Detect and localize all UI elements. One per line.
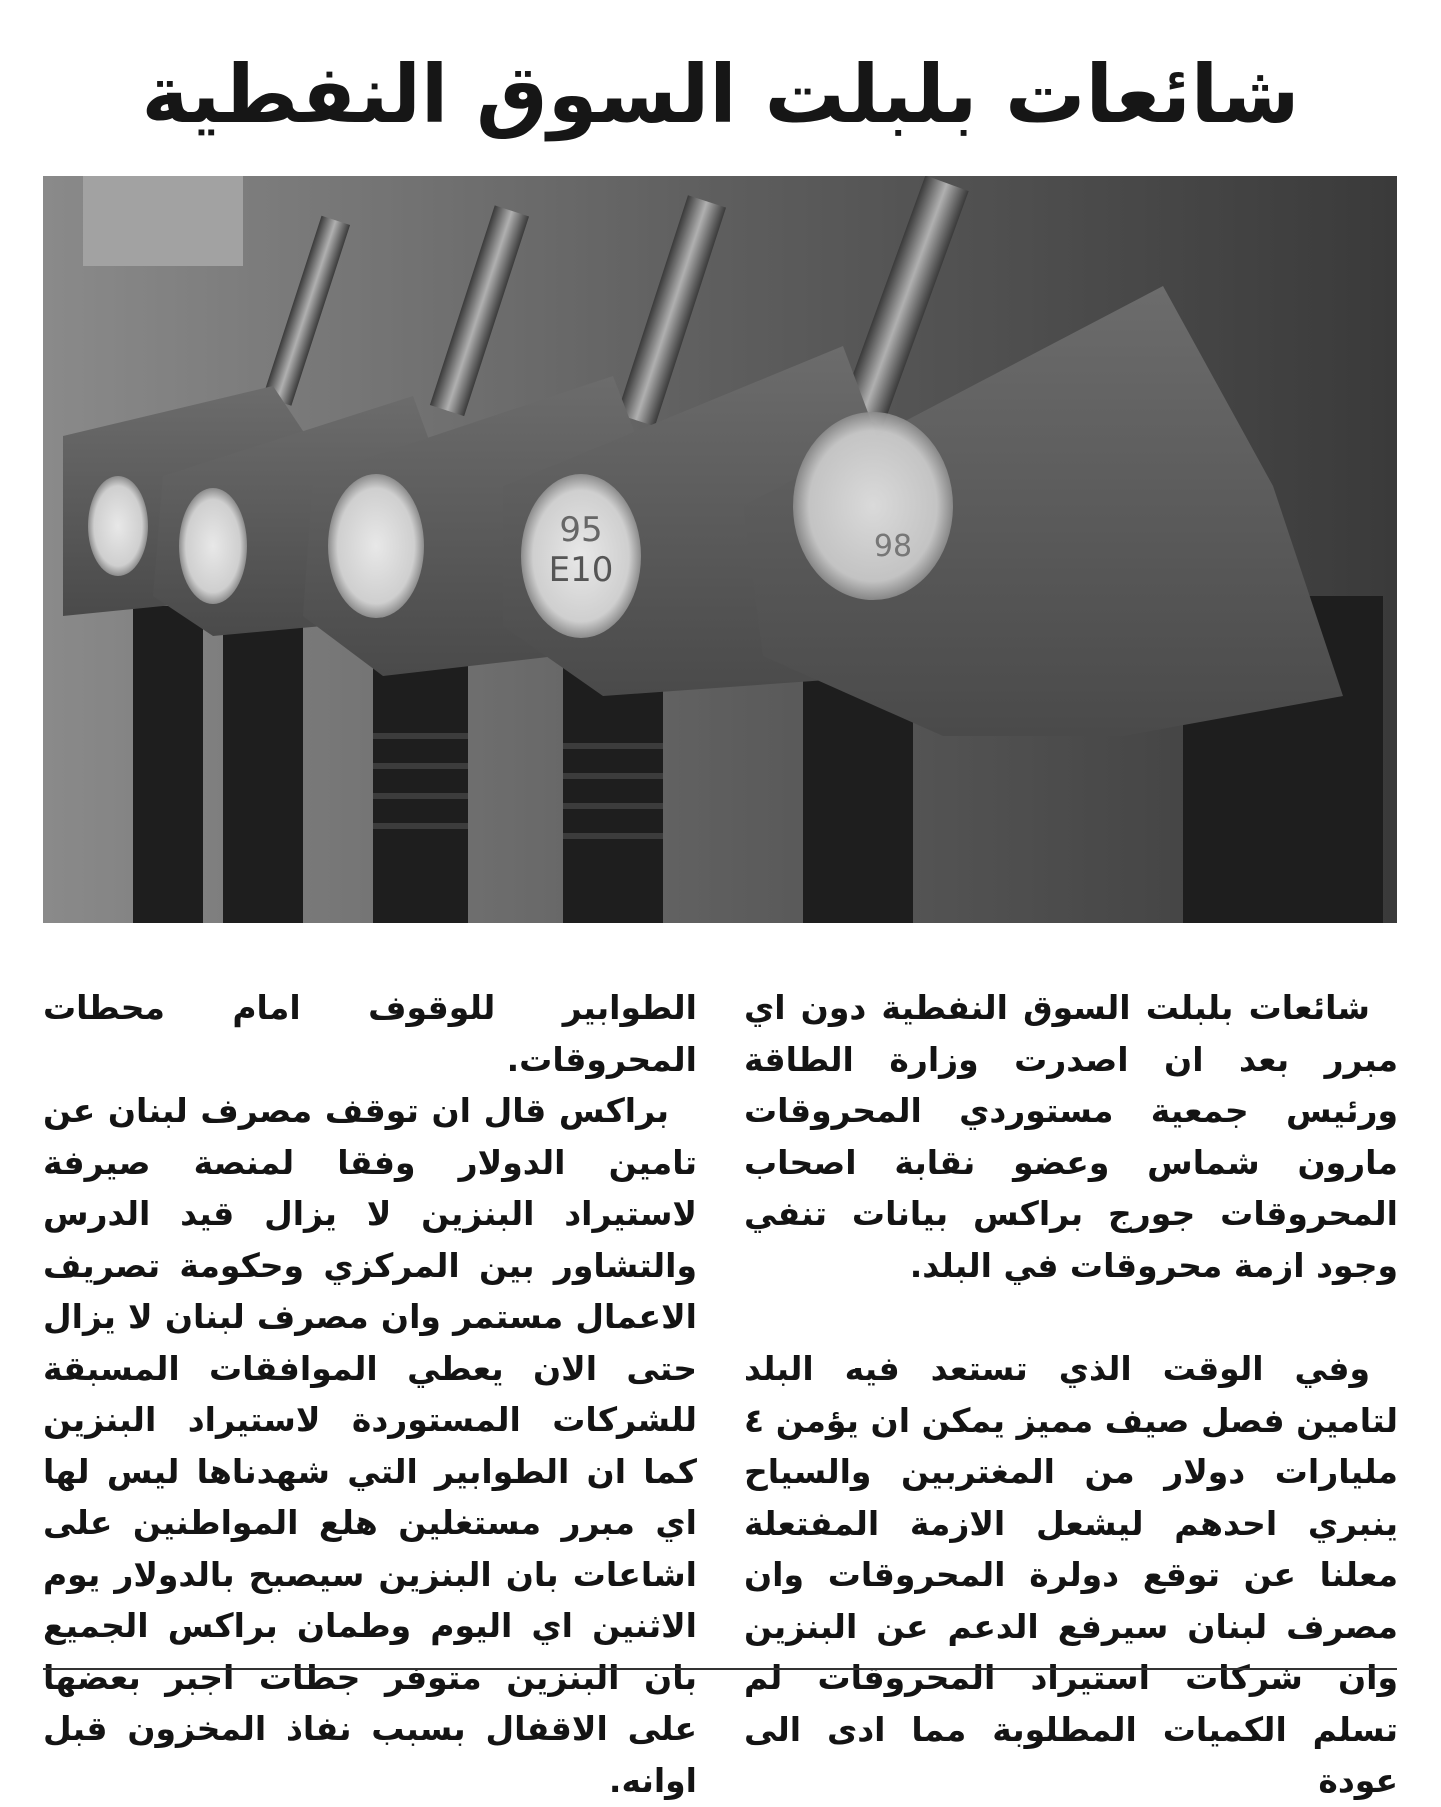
article-column-left bbox=[43, 982, 697, 1800]
paragraph: وفي الوقت الذي تستعد فيه البلد لتامين فصل صيف مميز يمكن ان يؤمن ٤ مليارات دولار من المغتربين والسياح ينبري احدهم ليشعل الازمة المفتعلة معلنا عن توقع دولرة المحروقات وان مصرف لبنان سيرفع الدعم عن البنزين وان شركات استيراد المحروقات لم تسلم الكميات المطلوبة مما ادى الى عودة bbox=[744, 1349, 1398, 1800]
paragraph: الطوابير للوقوف امام محطات المحروقات. bbox=[43, 988, 697, 1079]
article-column-right bbox=[744, 982, 1398, 1800]
svg-text:98: 98 bbox=[873, 529, 913, 564]
headline: شائعات بلبلت السوق النفطية bbox=[141, 48, 1300, 141]
paragraph: براكس قال ان توقف مصرف لبنان عن تامين الدولار وفقا لمنصة صيرفة لاستيراد البنزين لا يزال قيد الدرس والتشاور بين المركزي وحكومة تصريف الاعمال مستمر وان مصرف لبنان لا يزال حتى الان يعطي الموافقات المسبقة للشركات المستوردة لاستيراد البنزين كما ان الطوابير التي شهدناها ليس لها اي مبرر مستغلين هلع المواطنين على اشاعات بان البنزين سيصبح بالدولار يوم الاثنين اي اليوم وطمان براكس الجميع بان البنزين متوفر جطات اجبر بعضها على الاقفال بسبب نفاذ المخزون قبل اوانه. bbox=[43, 1091, 697, 1800]
svg-text:95: 95 bbox=[559, 510, 603, 550]
svg-text:E10: E10 bbox=[548, 550, 614, 590]
bottom-rule bbox=[43, 1668, 1397, 1670]
paragraph: شائعات بلبلت السوق النفطية دون اي مبرر بعد ان اصدرت وزارة الطاقة ورئيس جمعية مستوردي المحروقات مارون شماس وعضو نقابة اصحاب المحروقات جورج براكس بيانات تنفي وجود ازمة محروقات في البلد. bbox=[744, 988, 1398, 1285]
article-photo bbox=[43, 176, 1397, 923]
